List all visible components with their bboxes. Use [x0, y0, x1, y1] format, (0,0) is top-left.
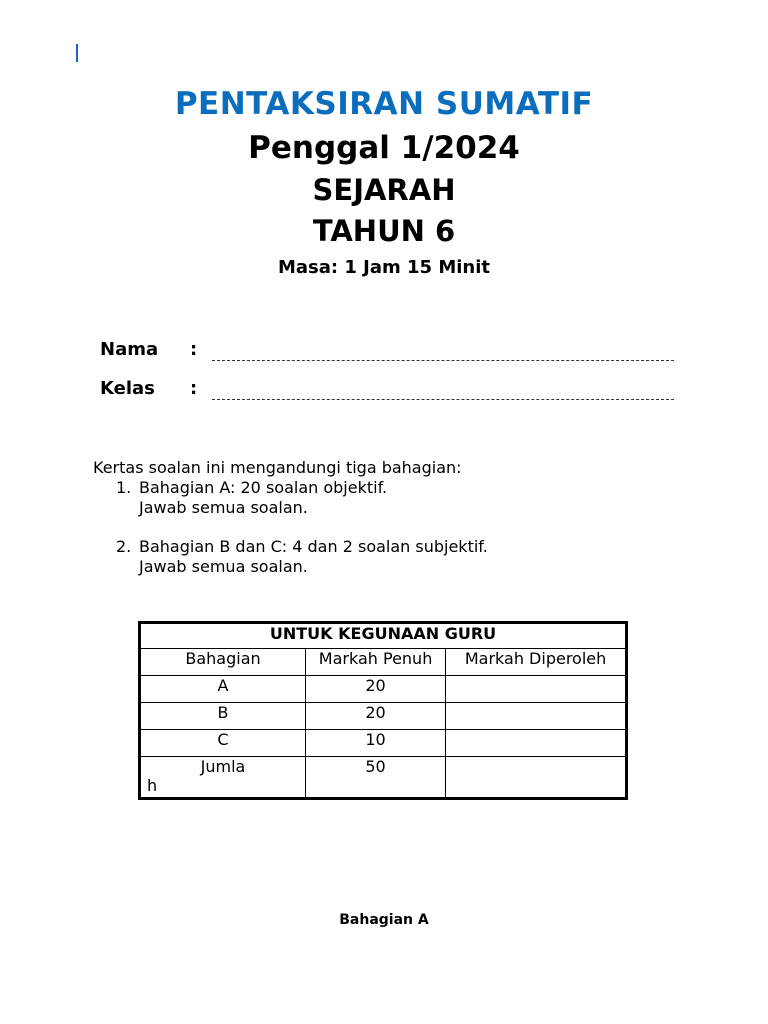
subject-label: SEJARAH	[312, 173, 456, 207]
total-full-marks: 50	[306, 757, 446, 799]
class-field	[100, 378, 210, 399]
row-section: A	[140, 676, 306, 703]
instructions-intro: Kertas soalan ini mengandungi tiga bahagian:	[93, 458, 462, 477]
row-full-marks: 10	[306, 730, 446, 757]
row-full-marks: 20	[306, 703, 446, 730]
header-section: Bahagian	[140, 649, 306, 676]
teacher-marks-table	[138, 621, 628, 800]
table-row	[140, 703, 627, 730]
header-full-marks: Markah Penuh	[306, 649, 446, 676]
instruction-2-text: Bahagian B dan C: 4 dan 2 soalan subjektif.	[139, 537, 488, 556]
table-row	[140, 730, 627, 757]
duration-label: Masa: 1 Jam 15 Minit	[277, 257, 491, 278]
class-label: Kelas	[100, 378, 155, 399]
row-obtained-marks[interactable]	[446, 676, 627, 703]
name-field	[100, 339, 210, 360]
term-label: Penggal 1/2024	[248, 130, 520, 166]
section-heading: Bahagian A	[339, 912, 429, 928]
name-colon: :	[190, 339, 198, 360]
row-section: B	[140, 703, 306, 730]
total-label-wrap: h	[147, 776, 158, 795]
row-obtained-marks[interactable]	[446, 730, 627, 757]
name-input-line[interactable]	[212, 360, 674, 361]
instruction-2-sub: Jawab semua soalan.	[139, 557, 308, 576]
row-obtained-marks[interactable]	[446, 703, 627, 730]
instruction-1-number: 1.	[116, 478, 132, 497]
instruction-1-text: Bahagian A: 20 soalan objektif.	[139, 478, 388, 497]
total-label-cell	[140, 757, 306, 799]
table-row-total	[140, 757, 627, 799]
instruction-2-number: 2.	[116, 537, 132, 556]
text-cursor	[76, 44, 78, 62]
year-label: TAHUN 6	[312, 214, 456, 248]
instruction-1-sub: Jawab semua soalan.	[139, 498, 308, 517]
page-title: PENTAKSIRAN SUMATIF	[174, 86, 594, 122]
total-label: Jumla	[200, 757, 246, 776]
table-title: UNTUK KEGUNAAN GURU	[140, 623, 627, 649]
table-row	[140, 676, 627, 703]
row-section: C	[140, 730, 306, 757]
total-obtained-marks[interactable]	[446, 757, 627, 799]
header-obtained-marks: Markah Diperoleh	[446, 649, 627, 676]
name-label: Nama	[100, 339, 159, 360]
class-colon: :	[190, 378, 198, 399]
class-input-line[interactable]	[212, 399, 674, 400]
row-full-marks: 20	[306, 676, 446, 703]
